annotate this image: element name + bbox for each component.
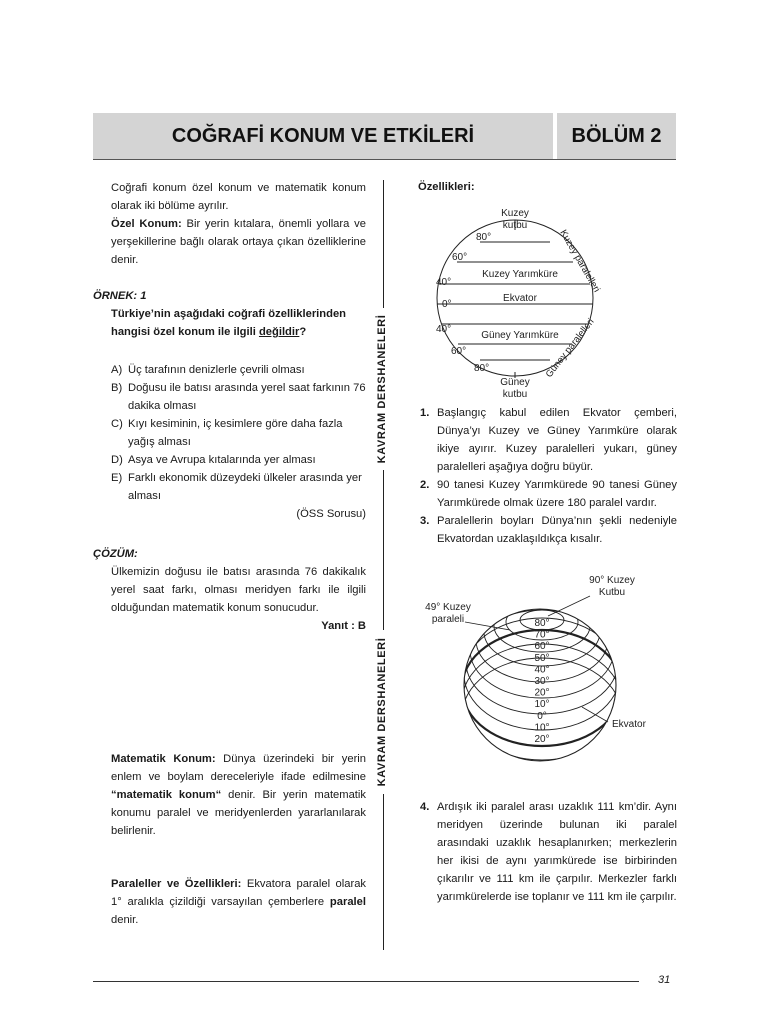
matematik-konum-text2: denir. Bir yerin matematik konumu paralel ve meridyenlerden yararlanılarak belirlenir. bbox=[111, 789, 366, 837]
globe-degree-label: 80° bbox=[534, 618, 550, 629]
ozel-konum-text: Bir yerin kıtalara, önemli yollara ve yerşekillerine bağlı olarak ortaya çıkan özelliklerine denir. bbox=[111, 218, 366, 266]
item-number: 2. bbox=[420, 479, 430, 491]
deg-0: 0° bbox=[442, 299, 452, 310]
feature-item-4 bbox=[420, 798, 677, 906]
south-parallels-label: Güney paralelleri bbox=[543, 316, 597, 380]
features-heading-block bbox=[418, 178, 678, 196]
deg-80-bottom: 80° bbox=[474, 363, 490, 374]
matematik-konum-text1: Dünya üzerindeki bir yerin enlem ve boylam dereceleriyle ifade edilmesine bbox=[111, 753, 367, 783]
ozel-konum-paragraph bbox=[111, 215, 366, 269]
side-label-text: KAVRAM DERSHANELERİ bbox=[376, 637, 388, 787]
ozel-konum-label: Özel Konum: bbox=[111, 218, 182, 230]
solution-block bbox=[111, 563, 366, 635]
options-list bbox=[111, 361, 366, 523]
paraleller-label: Paraleller ve Özellikleri: bbox=[111, 878, 242, 890]
column-divider-middle bbox=[383, 470, 384, 630]
globe-equator-label: Ekvator bbox=[612, 719, 646, 730]
deg-40-bottom: 40° bbox=[436, 324, 452, 335]
option-text: Kıyı kesiminin, iç kesimlere göre daha fazla yağış alması bbox=[128, 418, 343, 448]
feature-item-2 bbox=[420, 476, 677, 512]
option-text: Üç tarafının denizlerle çevrili olması bbox=[128, 364, 305, 376]
side-label-text: KAVRAM DERSHANELERİ bbox=[376, 314, 388, 464]
item-text: 90 tanesi Kuzey Yarımkürede 90 tanesi Güney Yarımkürede olmak üzere 180 paralel vardır. bbox=[437, 479, 677, 509]
question-pre: Türkiye’nin aşağıdaki coğrafi özelliklerinden hangisi özel konum ile ilgili bbox=[111, 308, 347, 338]
example-heading-block bbox=[93, 287, 366, 305]
question-post: ? bbox=[299, 326, 307, 338]
answer-text: Yanıt : B bbox=[321, 620, 366, 632]
feature-item-1 bbox=[420, 404, 677, 476]
globe-degree-label: 10° bbox=[534, 722, 550, 734]
globe-parallel-label-2: paraleli bbox=[431, 614, 465, 625]
globe-degree-label: 40° bbox=[534, 664, 550, 676]
item-text: Ardışık iki paralel arası uzaklık 111 km’dir. Aynı meridyen üzerinde bulunan iki paralel arasındaki uzaklık hesaplanırken; merkezlerin her ikisi de aynı yarımkürede ise birbirinden çıkarılır ve 111 km ile çarpılır. Merkezler farklı yarımkürelerde ise toplanır ve 111 km ile çarpılır. bbox=[437, 801, 677, 903]
item-4-block bbox=[420, 798, 677, 906]
column-divider-top bbox=[383, 180, 384, 308]
globe-degree-label: 60° bbox=[534, 641, 550, 653]
features-label: Özellikleri: bbox=[418, 181, 475, 193]
option-b[interactable] bbox=[111, 379, 366, 415]
north-parallels-label: Kuzey paralelleri bbox=[557, 228, 603, 295]
option-text: Farklı ekonomik düzeydeki ülkeler arasında yer alması bbox=[128, 472, 362, 502]
example-label: ÖRNEK: 1 bbox=[93, 290, 147, 302]
item-number: 1. bbox=[420, 407, 430, 419]
solution-text: Ülkemizin doğusu ile batısı arasında 76 dakikalık yerel saat farkı, olması meridyen farkı ile ilgili olduğundan matematik konum sonucudur. bbox=[111, 566, 366, 614]
parallels-diagram bbox=[420, 200, 620, 405]
globe-parallel-label-1: 49° Kuzey bbox=[425, 602, 471, 613]
option-d[interactable] bbox=[111, 451, 366, 469]
paraleller-text2: denir. bbox=[111, 914, 139, 926]
column-divider-bottom bbox=[383, 794, 384, 950]
matematik-konum-term: “matematik konum“ bbox=[111, 789, 222, 801]
south-pole-label-1: Güney bbox=[500, 377, 530, 388]
solution-label: ÇÖZÜM: bbox=[93, 548, 138, 560]
side-label-top bbox=[372, 310, 392, 468]
item-text: Başlangıç kabul edilen Ekvator çemberi, Dünya’yı Kuzey ve Güney Yarımküre olarak ikiye ayırır. Kuzey paralelleri yukarı, güney paralelleri aşağıya doğru büyür. bbox=[437, 407, 677, 473]
globe-degree-labels bbox=[534, 618, 549, 745]
feature-item-3 bbox=[420, 512, 677, 548]
question-underlined: değildir bbox=[258, 326, 300, 338]
section-bar bbox=[557, 113, 676, 159]
chapter-title-bar bbox=[93, 113, 553, 159]
question-text bbox=[111, 305, 366, 341]
globe-pole-label-2: Kutbu bbox=[598, 587, 626, 598]
item-text: Paralellerin boyları Dünya’nın şekli nedeniyle Ekvatordan uzaklaşıldıkça kısalır. bbox=[437, 515, 677, 545]
option-a[interactable] bbox=[111, 361, 366, 379]
north-hemisphere-label: Kuzey Yarımküre bbox=[482, 269, 558, 280]
deg-60-bottom: 60° bbox=[451, 346, 467, 357]
left-column bbox=[111, 179, 366, 269]
south-pole-label-2: kutbu bbox=[502, 389, 528, 400]
north-pole-label-2: kutbu bbox=[502, 220, 528, 231]
item-number: 4. bbox=[420, 801, 430, 813]
deg-80-top: 80° bbox=[476, 232, 492, 243]
globe-degree-label: 30° bbox=[534, 676, 550, 687]
paraleller-text1: Ekvatora paralel olarak 1° aralıkla çizildiği varsayılan çemberlere bbox=[111, 878, 367, 908]
option-c[interactable] bbox=[111, 415, 366, 451]
question-block bbox=[111, 305, 366, 341]
option-text: Doğusu ile batısı arasında yerel saat farkının 76 dakika olması bbox=[128, 382, 366, 412]
deg-60-top: 60° bbox=[452, 252, 468, 263]
option-key: B) bbox=[111, 382, 123, 394]
question-source: (ÖSS Sorusu) bbox=[296, 508, 366, 520]
page-number: 31 bbox=[658, 974, 671, 986]
globe-degree-label: 70° bbox=[534, 629, 550, 641]
globe-degree-label: 0° bbox=[537, 710, 547, 722]
option-key: D) bbox=[111, 454, 123, 466]
paraleller-term: paralel bbox=[329, 896, 366, 908]
option-key: E) bbox=[111, 472, 123, 484]
chapter-title: COĞRAFİ KONUM VE ETKİLERİ bbox=[171, 125, 475, 147]
globe-degree-label: 50° bbox=[534, 652, 550, 664]
option-text: Asya ve Avrupa kıtalarında yer alması bbox=[128, 454, 316, 466]
section-label: BÖLÜM 2 bbox=[571, 125, 662, 147]
globe-degree-label: 20° bbox=[534, 734, 550, 745]
option-key: A) bbox=[111, 364, 123, 376]
paraleller-paragraph bbox=[111, 875, 366, 929]
matematik-konum-block bbox=[111, 750, 366, 840]
south-hemisphere-label: Güney Yarımküre bbox=[481, 330, 559, 341]
paraleller-block bbox=[111, 875, 366, 929]
deg-40-top: 40° bbox=[436, 277, 452, 288]
side-label-bottom bbox=[372, 632, 392, 792]
globe-degree-label: 10° bbox=[534, 699, 550, 711]
north-pole-label-1: Kuzey bbox=[501, 208, 529, 219]
globe-diagram bbox=[420, 570, 670, 780]
matematik-konum-label: Matematik Konum: bbox=[111, 753, 216, 765]
globe-pole-label-1: 90° Kuzey bbox=[589, 575, 635, 586]
solution-heading-block bbox=[93, 545, 366, 563]
option-e[interactable] bbox=[111, 469, 366, 505]
footer-rule bbox=[93, 981, 639, 982]
item-number: 3. bbox=[420, 515, 430, 527]
globe-degree-label: 20° bbox=[534, 687, 550, 699]
matematik-konum-paragraph bbox=[111, 750, 366, 840]
equator-label: Ekvator bbox=[503, 293, 537, 304]
header-divider bbox=[93, 159, 676, 160]
intro-text: Coğrafi konum özel konum ve matematik konum olarak iki bölüme ayrılır. bbox=[111, 182, 366, 212]
feature-list bbox=[420, 404, 677, 548]
option-key: C) bbox=[111, 418, 123, 430]
